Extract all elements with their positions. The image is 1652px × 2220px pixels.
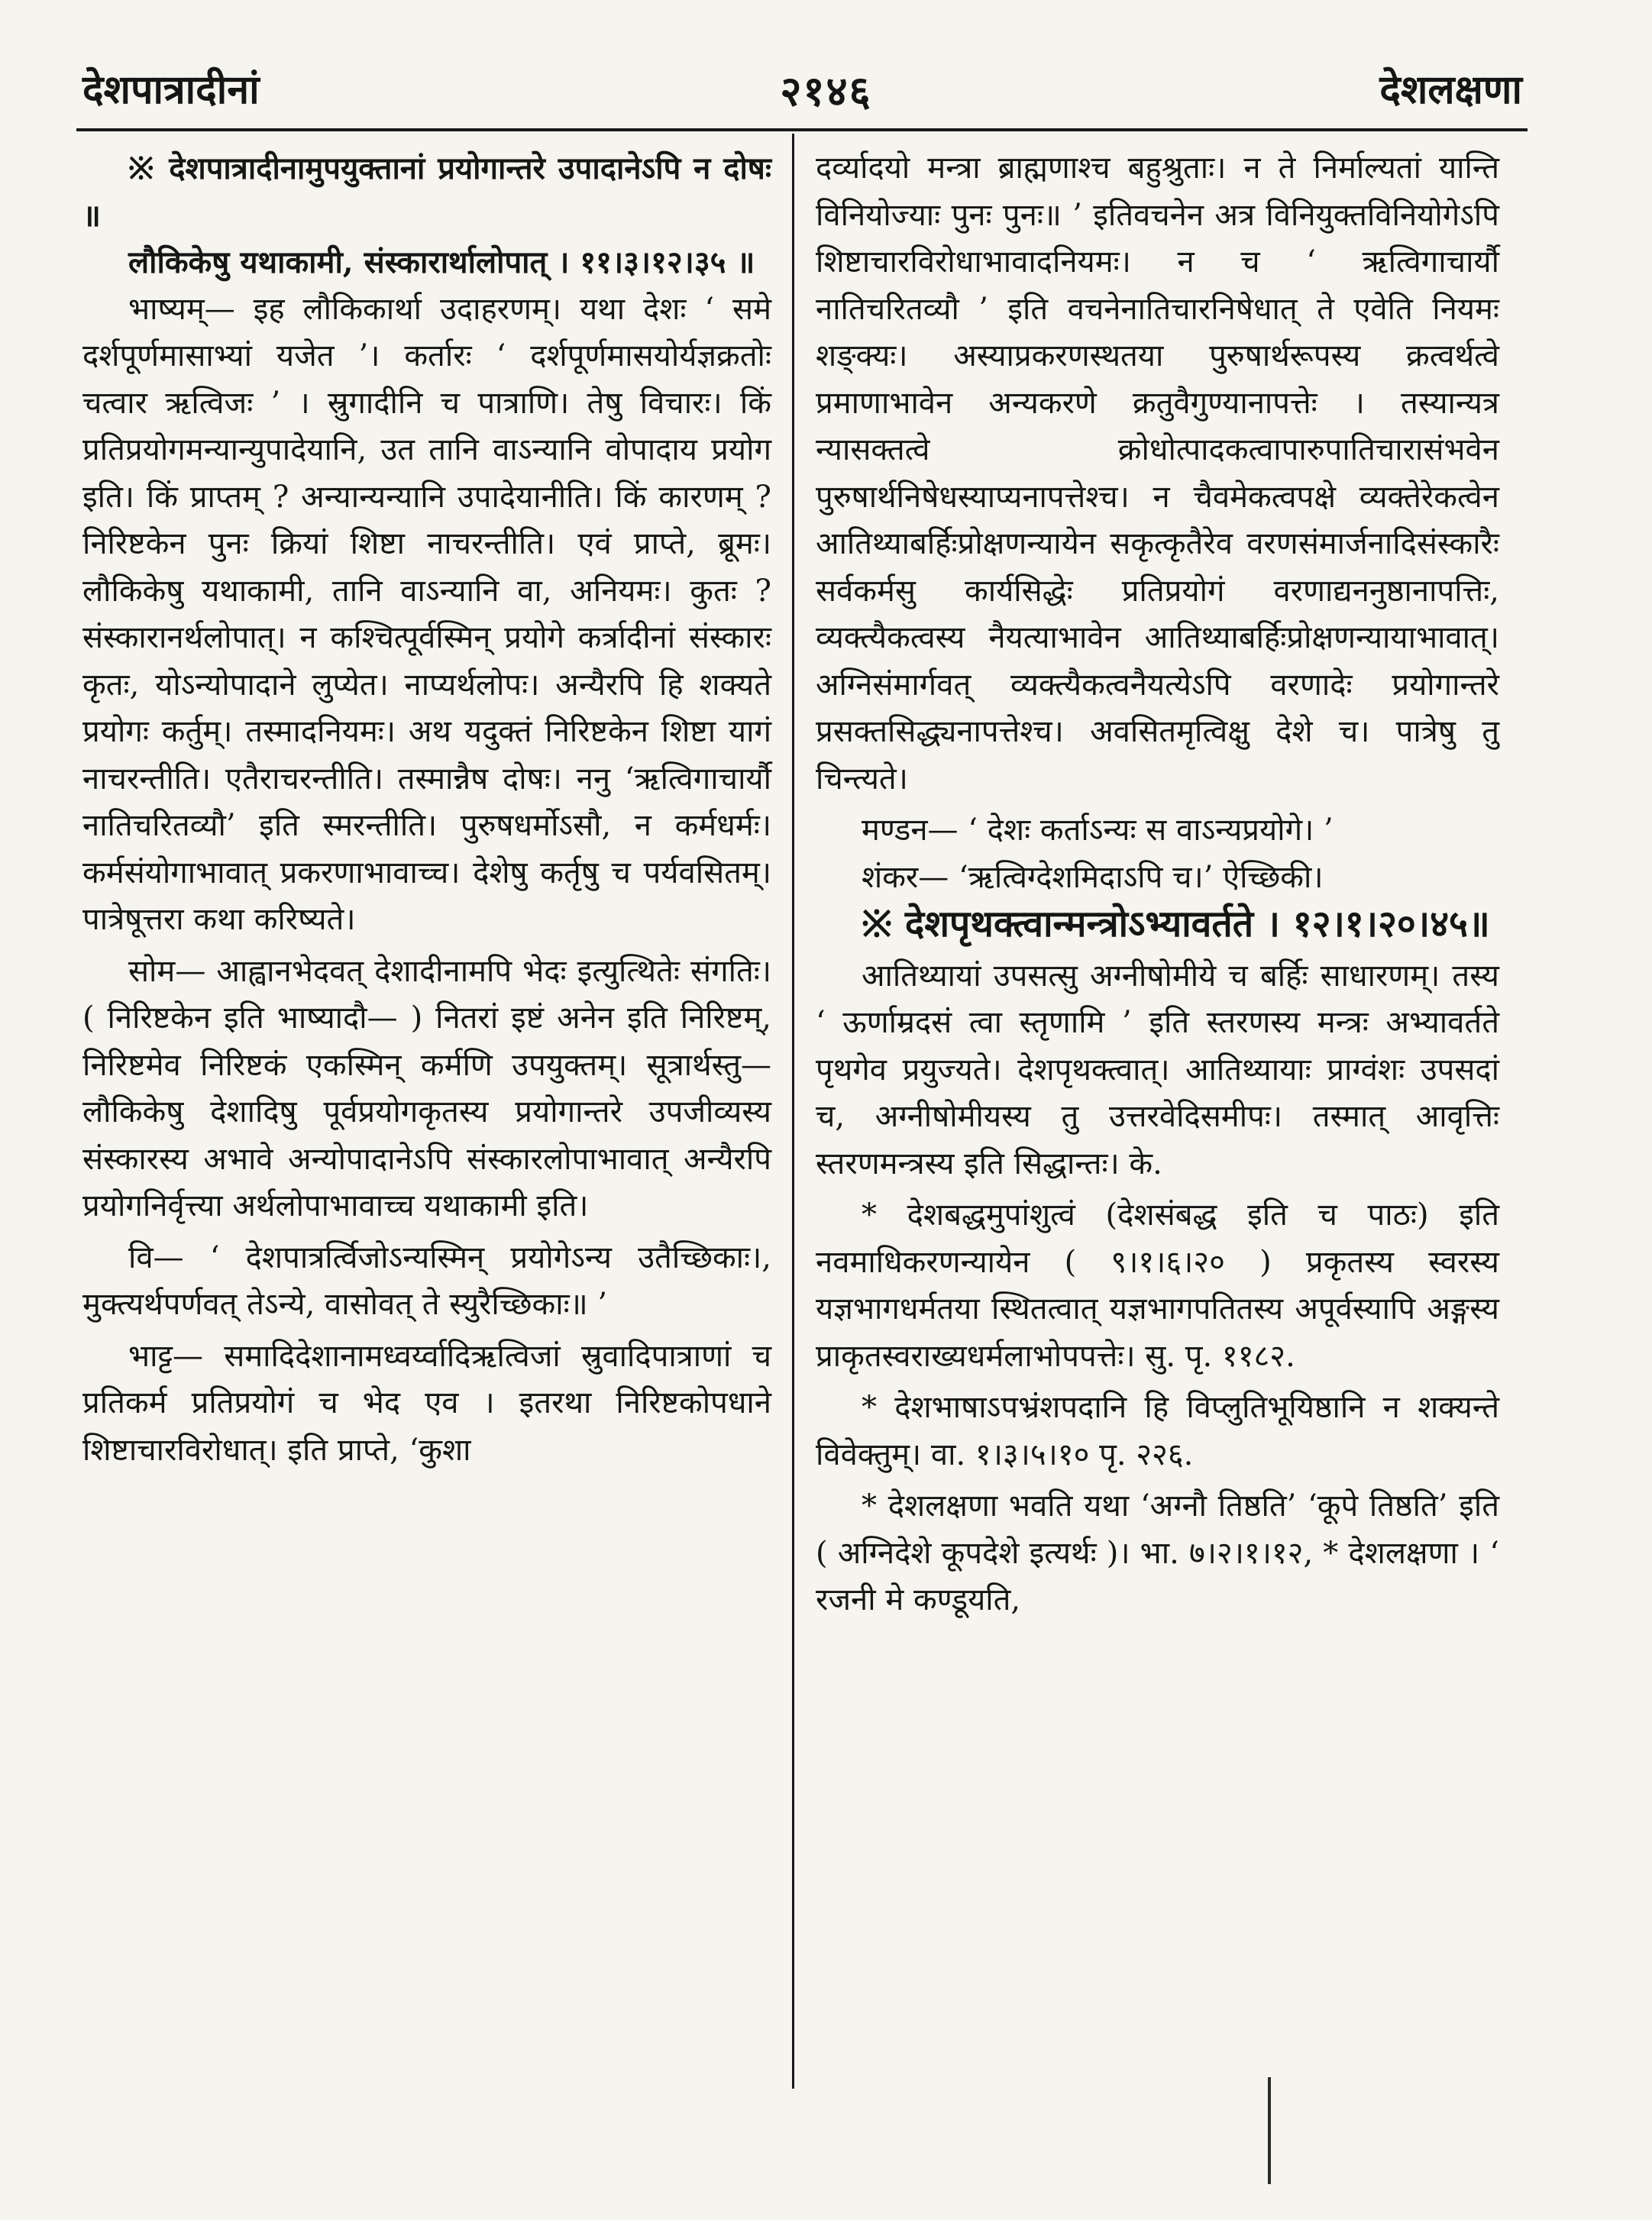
deshabaddha-entry: * देशबद्धमुपांशुत्वं (देशसंबद्ध इति च पाठः) इति नवमाधिकरणन्यायेन ( ९।१।६।२० ) प्रकृतस्य स्वरस्य यज्ञभागधर्मतया स्थितत्वात् यज्ञभागपतितस्य अपूर्वस्यापि अङ्गस्य प्राकृतस्वराख्यधर्मलाभोपपत्तेः। सु. पृ. ११८२. — [816, 1197, 1499, 1374]
vi-commentary: वि— ‘ देशपात्रर्त्विजोऽन्यस्मिन् प्रयोगेऽन्य उतैच्छिकाः।, मुक्त्यर्थपर्णवत् तेऽन्ये, वासोवत् ते स्युरैच्छिकाः॥ ’ — [82, 1239, 771, 1322]
bhashya-paragraph: भाष्यम्— इह लौकिकार्था उदाहरणम्। यथा देशः ‘ समे दर्शपूर्णमासाभ्यां यजेत ’। कर्तारः ‘ दर्शपूर्णमासयोर्यज्ञक्रतोः चत्वार ऋत्विजः ’ । स्रुगादीनि च पात्राणि। तेषु विचारः। किं प्रतिप्रयोगमन्यान्युपादेयानि, उत तानि वाऽन्यानि वोपादाय प्रयोग इति। किं प्राप्तम् ? अन्यान्यन्यानि उपादेयानीति। किं कारणम् ? निरिष्टकेन पुनः क्रियां शिष्टा नाचरन्तीति। एवं प्राप्ते, ब्रूमः। लौकिकेषु यथाकामी, तानि वाऽन्यानि वा, अनियमः। कुतः ? संस्कारानर्थलोपात्। न कश्चित्पूर्वस्मिन् प्रयोगे कर्त्रादीनां संस्कारः कृतः, योऽन्योपादाने लुप्येत। नाप्यर्थलोपः। अन्यैरपि हि शक्यते प्रयोगः कर्तुम्। तस्मादनियमः। अथ यदुक्तं निरिष्टकेन शिष्टा यागं नाचरन्तीति। एतैराचरन्तीति। तस्मान्नैष दोषः। ननु ‘ऋत्विगाचार्यौ नातिचरितव्यौ’ इति स्मरन्तीति। पुरुषधर्मोऽसौ, न कर्मधर्मः। कर्मसंयोगाभावात् प्रकरणाभावाच्च। देशेषु कर्तृषु च पर्यवसितम्। पात्रेषूत्तरा कथा करिष्यते। — [82, 291, 771, 937]
running-head-left: देशपात्रादीनां — [82, 66, 260, 113]
sutra-heading: ※ देशपात्रादीनामुपयुक्तानां प्रयोगान्तरे उपादानेऽपि न दोषः ॥ — [82, 150, 771, 234]
sutra-text: लौकिकेषु यथाकामी, संस्कारार्थालोपात् । ११।३।१२।३५ ॥ — [128, 244, 755, 280]
running-head-right: देशलक्षणा — [1379, 66, 1522, 113]
shankara-verse: शंकर— ‘ऋत्विग्देशमिदाऽपि च।’ ऐच्छिकी। — [862, 859, 1324, 895]
deshabhasha-entry: * देशभाषाऽपभ्रंशपदानि हि विप्लुतिभूयिष्ठानि न शक्यन्ते विवेक्तुम्। वा. १।३।५।१० पृ. २२६. — [816, 1390, 1499, 1472]
mandana-verse: मण्डन— ‘ देशः कर्ताऽन्यः स वाऽन्यप्रयोगे। ’ — [862, 813, 1334, 848]
soma-commentary: सोम— आह्वानभेदवत् देशादीनामपि भेदः इत्युत्थितेः संगतिः। ( निरिष्टकेन इति भाष्यादौ— ) नितरां इष्टं अनेन इति निरिष्टम्, निरिष्टमेव निरिष्टकं एकस्मिन् कर्मणि उपयुक्तम्। सूत्रार्थस्तु— लौकिकेषु देशादिषु पूर्वप्रयोगकृतस्य प्रयोगान्तरे उपजीव्यस्य संस्कारस्य अभावे अन्योपादानेऽपि संस्कारलोपाभावात् अन्यैरपि प्रयोगनिर्वृत्त्या अर्थलोपाभावाच्च यथाकामी इति। — [82, 953, 771, 1223]
header-rule — [76, 128, 1528, 131]
margin-mark — [1268, 2077, 1271, 2184]
atithya-paragraph: आतिथ्यायां उपसत्सु अग्नीषोमीये च बर्हिः साधारणम्। तस्य ‘ ऊर्णाम्रदसं त्वा स्तृणामि ’ इति स्तरणस्य मन्त्रः अभ्यावर्तते पृथगेव प्रयुज्यते। देशपृथक्त्वात्। आतिथ्यायाः प्राग्वंशः उपसदां च, अग्नीषोमीयस्य तु उत्तरवेदिसमीपः। तस्मात् आवृत्तिः स्तरणमन्त्रस्य इति सिद्धान्तः। के. — [816, 958, 1499, 1181]
column-divider — [792, 134, 794, 2089]
left-column — [82, 145, 771, 1474]
deshalakshana-entry: * देशलक्षणा भवति यथा ‘अग्नौ तिष्ठति’ ‘कूपे तिष्ठति’ इति ( अग्निदेशे कूपदेशे इत्यर्थः )। भा. ७।२।१।१२, * देशलक्षणा । ‘ रजनी मे कण्डूयति, — [816, 1488, 1499, 1617]
page-header — [0, 53, 1652, 137]
page-number: २१४६ — [780, 66, 872, 115]
right-column — [816, 145, 1499, 1624]
continued-paragraph: दर्व्यादयो मन्त्रा ब्राह्मणाश्च बहुश्रुताः। न ते निर्माल्यतां यान्ति विनियोज्याः पुनः पुनः॥ ’ इतिवचनेन अत्र विनियुक्तविनियोगेऽपि शिष्टाचारविरोधाभावादनियमः। न च ‘ ऋत्विगाचार्यौ नातिचरितव्यौ ’ इति वचनेनातिचारनिषेधात् ते एवेति नियमः शङ्क्यः। अस्याप्रकरणस्थतया पुरुषार्थरूपस्य क्रत्वर्थत्वे प्रमाणाभावेन अन्यकरणे क्रतुवैगुण्यानापत्तेः । तस्यान्यत्र न्यासक्तत्वे क्रोधोत्पादकत्वापारुपातिचारासंभवेन पुरुषार्थनिषेधस्याप्यनापत्तेश्च। न चैवमेकत्वपक्षे व्यक्तेरेकत्वेन आतिथ्याबर्हिःप्रोक्षणन्यायेन सकृत्कृतैरेव वरणसंमार्जनादिसंस्कारैः सर्वकर्मसु कार्यसिद्धेः प्रतिप्रयोगं वरणाद्यननुष्ठानापत्तिः, व्यक्त्यैकत्वस्य नैयत्याभावेन आतिथ्याबर्हिःप्रोक्षणन्यायाभावात्। अग्निसंमार्गवत् व्यक्त्यैकत्वनैयत्येऽपि वरणादेः प्रयोगान्तरे प्रसक्तसिद्ध्यनापत्तेश्च। अवसितमृत्विक्षु देशे च। पात्रेषु तु चिन्त्यते। — [816, 150, 1499, 797]
bhatta-commentary: भाट्ट— समादिदेशानामध्वर्य्वादिऋत्विजां स्रुवादिपात्राणां च प्रतिकर्म प्रतिप्रयोगं च भेद एव । इतरथा निरिष्टकोपधाने शिष्टाचारविरोधात्। इति प्राप्ते, ‘कुशा — [82, 1338, 771, 1468]
sutra-heading-2: ※ देशपृथक्त्वान्मन्त्रोऽभ्यावर्तते । १२।१।२०।४५॥ — [862, 903, 1490, 945]
